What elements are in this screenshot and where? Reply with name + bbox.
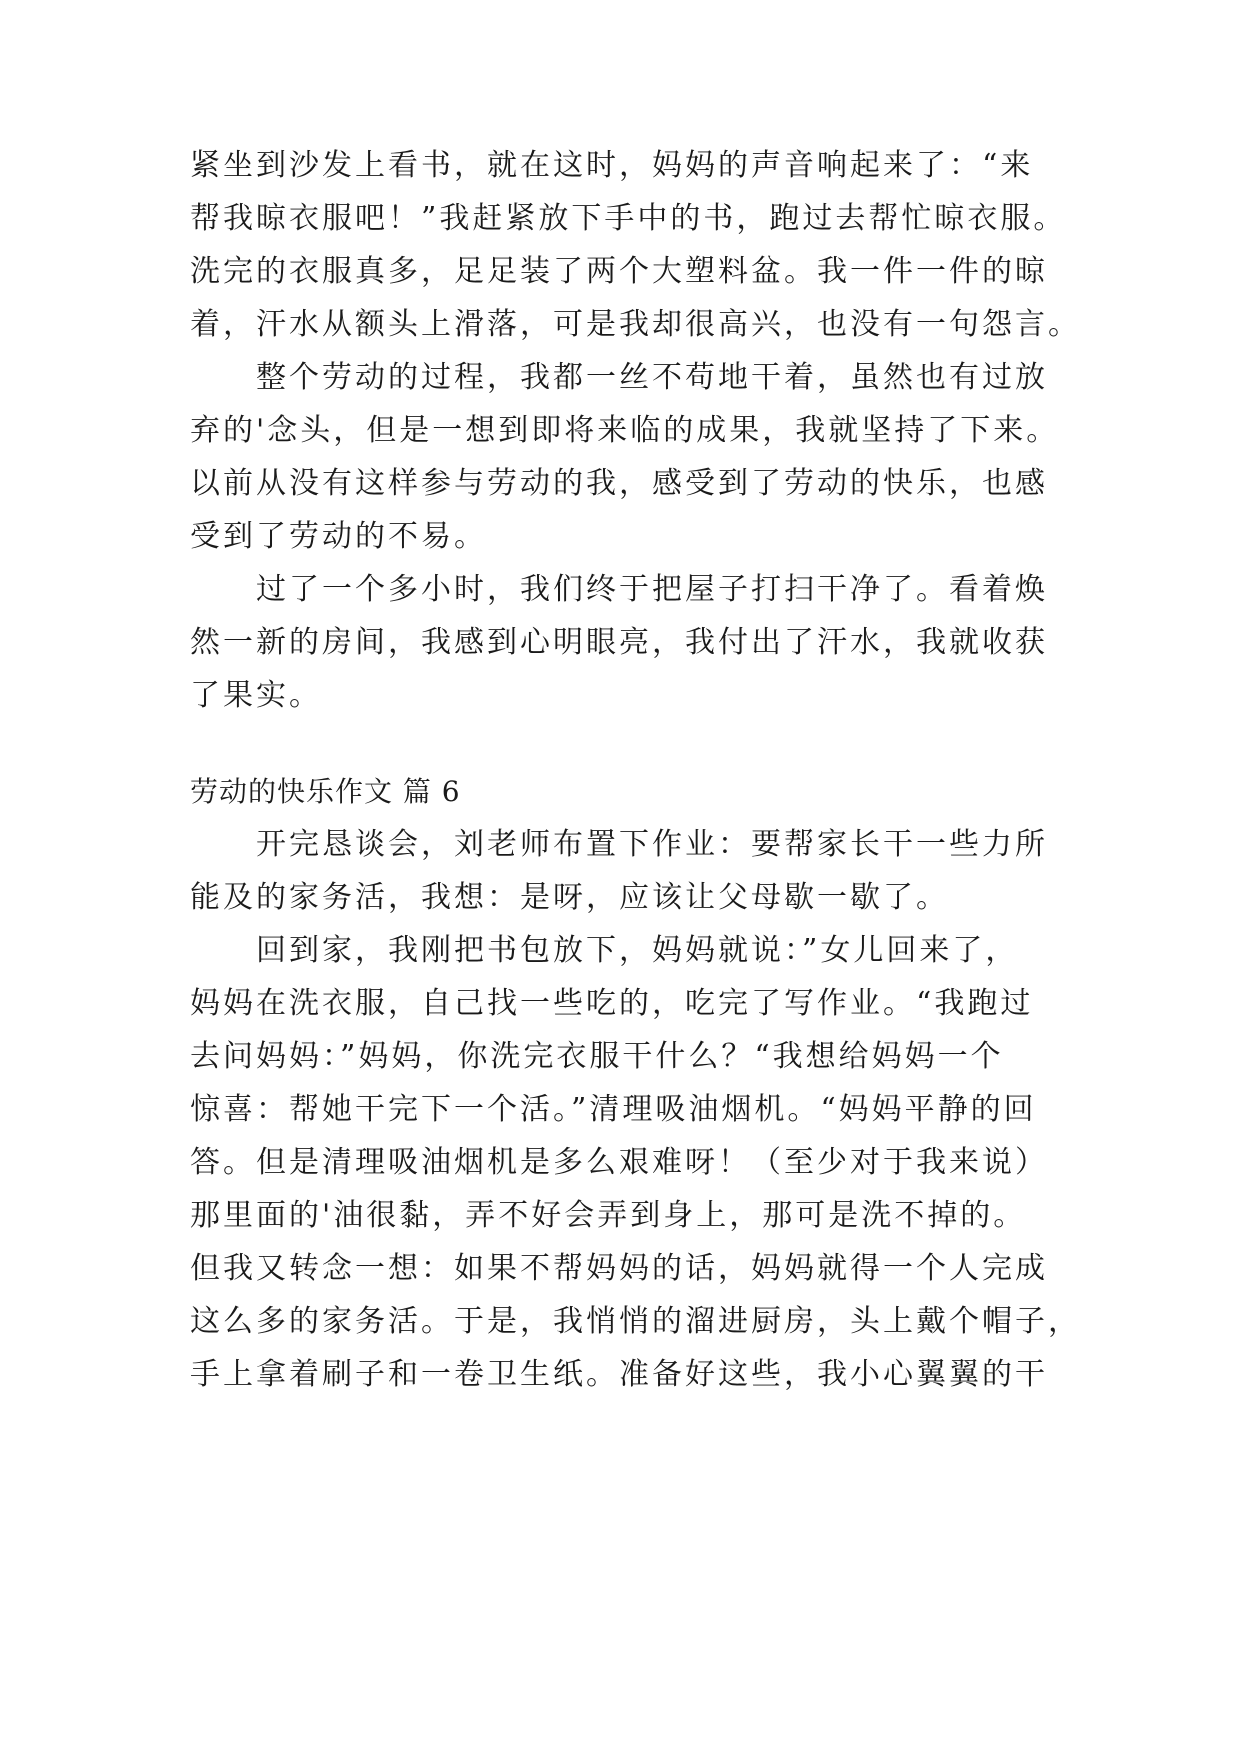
paragraph-line: 妈妈在洗衣服，自己找一些吃的，吃完了写作业。“我跑过 bbox=[190, 986, 1034, 1021]
paragraph-line: 这么多的家务活。于是，我悄悄的溜进厨房，头上戴个帽子， bbox=[190, 1304, 1081, 1339]
section-heading: 劳动的快乐作文 篇 6 bbox=[190, 775, 461, 808]
paragraph-line: 了果实。 bbox=[190, 678, 322, 713]
paragraph-line: 帮我晾衣服吧！”我赶紧放下手中的书，跑过去帮忙晾衣服。 bbox=[190, 201, 1067, 236]
paragraph-line: 弃的'念头，但是一想到即将来临的成果，我就坚持了下来。 bbox=[190, 413, 1060, 448]
paragraph-line: 能及的家务活，我想：是呀，应该让父母歇一歇了。 bbox=[190, 880, 949, 915]
paragraph-line: 洗完的衣服真多，足足装了两个大塑料盆。我一件一件的晾 bbox=[190, 254, 1048, 289]
paragraph-line: 去问妈妈：”妈妈，你洗完衣服干什么？“我想给妈妈一个 bbox=[190, 1039, 1004, 1074]
paragraph-line: 过了一个多小时，我们终于把屋子打扫干净了。看着焕 bbox=[256, 572, 1048, 607]
paragraph-line: 受到了劳动的不易。 bbox=[190, 519, 487, 554]
paragraph-line: 答。但是清理吸油烟机是多么艰难呀！（至少对于我来说） bbox=[190, 1145, 1048, 1180]
paragraph-line: 紧坐到沙发上看书，就在这时，妈妈的声音响起来了：“来 bbox=[190, 148, 1034, 183]
paragraph-line: 然一新的房间，我感到心明眼亮，我付出了汗水，我就收获 bbox=[190, 625, 1048, 660]
paragraph-line: 着，汗水从额头上滑落，可是我却很高兴，也没有一句怨言。 bbox=[190, 307, 1081, 342]
paragraph-line: 以前从没有这样参与劳动的我，感受到了劳动的快乐，也感 bbox=[190, 466, 1048, 501]
paragraph-line: 整个劳动的过程，我都一丝不苟地干着，虽然也有过放 bbox=[256, 360, 1048, 395]
paragraph-line: 但我又转念一想：如果不帮妈妈的话，妈妈就得一个人完成 bbox=[190, 1251, 1048, 1286]
paragraph-line: 惊喜：帮她干完下一个活。”清理吸油烟机。“妈妈平静的回 bbox=[190, 1092, 1037, 1127]
paragraph-line: 回到家，我刚把书包放下，妈妈就说：”女儿回来了， bbox=[256, 933, 1019, 968]
paragraph-line: 开完恳谈会，刘老师布置下作业：要帮家长干一些力所 bbox=[256, 827, 1048, 862]
paragraph-line: 那里面的'油很黏，弄不好会弄到身上，那可是洗不掉的。 bbox=[190, 1198, 1027, 1233]
paragraph-line: 手上拿着刷子和一卷卫生纸。准备好这些，我小心翼翼的干 bbox=[190, 1357, 1048, 1392]
